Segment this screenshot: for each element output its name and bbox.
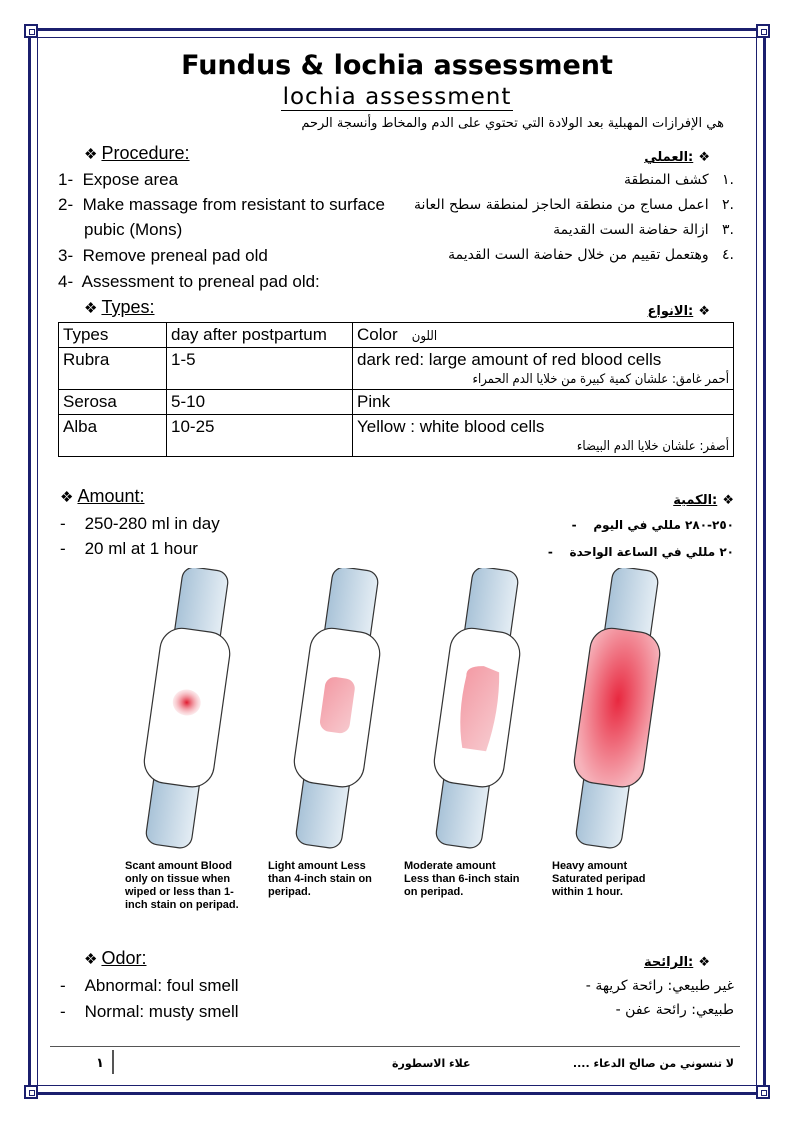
amount-item-arabic: ٢٠ مللي في الساعة الواحدة - xyxy=(547,545,734,559)
page-number: ١ xyxy=(96,1056,104,1071)
table-cell: Yellow : white blood cells أصفر: علشان خلايا الدم البيضاء xyxy=(353,415,734,457)
lochia-types-table xyxy=(58,322,734,457)
procedure-step-arabic: .٣ ازالة حفاضة الست القديمة xyxy=(553,222,734,238)
amount-item-arabic: ٢٥٠-٢٨٠ مللي في اليوم - xyxy=(571,518,734,532)
odor-item: - Abnormal: foul smell xyxy=(60,976,239,995)
odor-item-arabic: طبيعي: رائحة عفن - xyxy=(615,1002,734,1018)
footer-author: علاء الاسطورة xyxy=(392,1057,471,1070)
amount-heading-arabic: الكمية: ❖ xyxy=(673,493,734,508)
procedure-step: 2- Make massage from resistant to surface xyxy=(58,195,385,214)
types-heading-arabic: الانواع: ❖ xyxy=(647,304,710,319)
table-cell: 10-25 xyxy=(167,415,353,457)
odor-heading-arabic: الرائحة: ❖ xyxy=(644,955,710,970)
page-title: Fundus & lochia assessment xyxy=(181,50,613,81)
footer-divider xyxy=(50,1046,740,1047)
table-cell: Pink xyxy=(353,390,734,415)
table-header-cell: Color اللون xyxy=(353,323,734,348)
table-header-row xyxy=(59,323,734,348)
corner-ornament xyxy=(756,24,770,38)
footer-note: لا تنسوني من صالح الدعاء .... xyxy=(572,1057,734,1070)
pad-scant xyxy=(133,568,241,851)
procedure-step-arabic: .١ كشف المنطقة xyxy=(624,172,734,188)
table-row xyxy=(59,348,734,390)
pad-caption-moderate: Moderate amount Less than 6-inch stain on peripad. xyxy=(404,860,520,898)
amount-item: - 250-280 ml in day xyxy=(60,514,220,533)
procedure-step: pubic (Mons) xyxy=(84,220,183,239)
corner-ornament xyxy=(756,1085,770,1099)
pad-moderate xyxy=(423,568,531,851)
table-cell: dark red: large amount of red blood cells أحمر غامق: علشان كمية كبيرة من خلايا الدم الحمراء xyxy=(353,348,734,390)
intro-arabic: هي الإفرازات المهبلية بعد الولادة التي تحتوي على الدم والمخاط وأنسجة الرحم xyxy=(301,116,724,131)
pad-heavy xyxy=(563,568,671,851)
table-cell: Serosa xyxy=(59,390,167,415)
table-cell: Alba xyxy=(59,415,167,457)
procedure-step-arabic: .٤ وهتعمل تقييم من خلال حفاضة الست القديمة xyxy=(448,247,734,263)
table-row xyxy=(59,415,734,457)
procedure-heading-arabic: العملي: ❖ xyxy=(644,150,710,165)
pad-light xyxy=(283,568,391,851)
procedure-step: 4- Assessment to preneal pad old: xyxy=(58,272,320,291)
table-header-cell: day after postpartum xyxy=(167,323,353,348)
odor-item-arabic: غير طبيعي: رائحة كريهة - xyxy=(585,978,734,994)
procedure-step: 3- Remove preneal pad old xyxy=(58,246,268,265)
types-heading: ❖ Types: xyxy=(84,297,155,317)
pad-caption-light: Light amount Less than 4-inch stain on peripad. xyxy=(268,860,372,898)
pad-caption-heavy: Heavy amount Saturated peripad within 1 hour. xyxy=(552,860,646,898)
corner-ornament xyxy=(24,24,38,38)
procedure-heading: ❖ Procedure: xyxy=(84,143,190,163)
corner-ornament xyxy=(24,1085,38,1099)
amount-item: - 20 ml at 1 hour xyxy=(60,539,198,558)
table-cell: 5-10 xyxy=(167,390,353,415)
table-cell: 1-5 xyxy=(167,348,353,390)
pad-caption-scant: Scant amount Blood only on tissue when wiped or less than 1-inch stain on peripad. xyxy=(125,860,239,911)
peripad-illustration xyxy=(110,568,690,858)
table-row xyxy=(59,390,734,415)
table-header-cell: Types xyxy=(59,323,167,348)
procedure-step: 1- Expose area xyxy=(58,170,179,189)
amount-heading: ❖ Amount: xyxy=(60,486,145,506)
page-subtitle: lochia assessment xyxy=(282,84,512,110)
odor-item: - Normal: musty smell xyxy=(60,1002,239,1021)
procedure-step-arabic: .٢ اعمل مساج من منطقة الحاجز لمنطقة سطح العانة xyxy=(414,197,734,213)
odor-heading: ❖ Odor: xyxy=(84,948,147,968)
footer-separator xyxy=(112,1050,114,1074)
table-cell: Rubra xyxy=(59,348,167,390)
stain-heavy xyxy=(572,625,663,789)
